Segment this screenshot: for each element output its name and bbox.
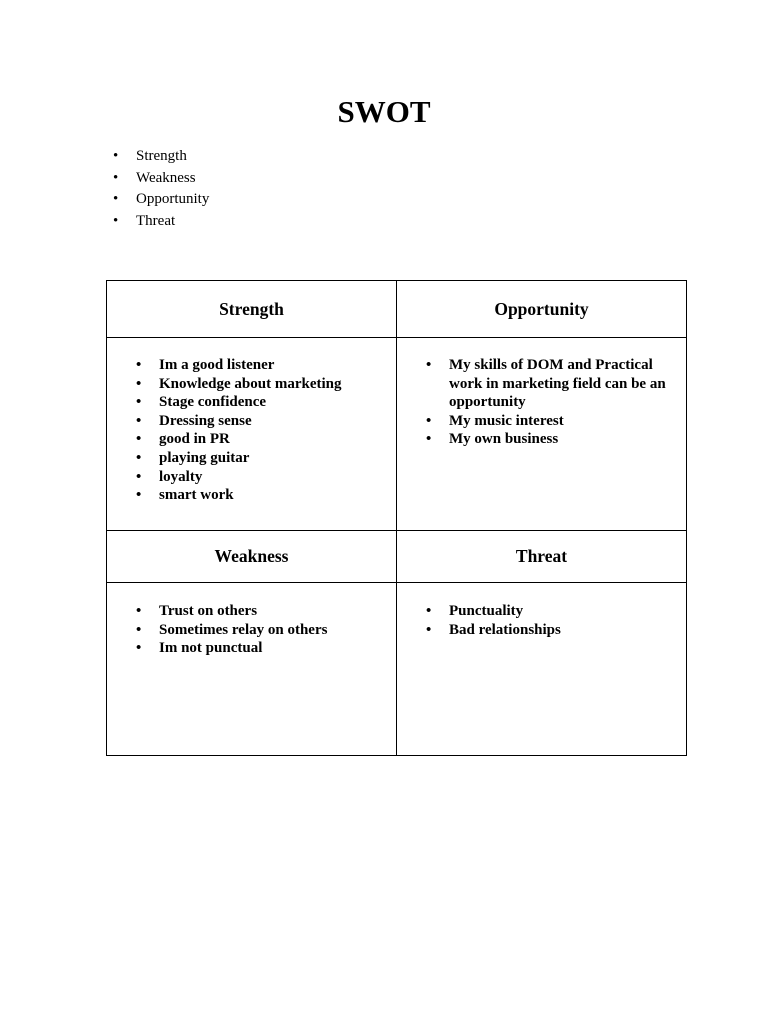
bullet-icon: • <box>136 394 142 411</box>
swot-intro-list <box>113 146 209 233</box>
bullet-icon: • <box>426 431 432 448</box>
list-item <box>136 356 386 375</box>
list-item-label: Sometimes relay on others <box>159 621 328 638</box>
list-item <box>136 621 386 640</box>
bullet-icon: • <box>136 431 142 448</box>
list-item <box>136 412 386 431</box>
page-title: SWOT <box>337 94 431 129</box>
list-item-label: My own business <box>449 431 559 448</box>
opportunity-heading: Opportunity <box>397 281 687 338</box>
list-item-label: Bad relationships <box>449 621 561 638</box>
list-item-label: My music interest <box>449 412 564 429</box>
bullet-icon: • <box>136 640 142 657</box>
list-item <box>426 412 676 431</box>
list-item-label: loyalty <box>159 468 203 485</box>
bullet-icon: • <box>136 449 142 466</box>
bullet-icon: • <box>136 468 142 485</box>
list-item-label: Dressing sense <box>159 412 252 429</box>
list-item-label: playing guitar <box>159 449 250 466</box>
list-item <box>426 356 676 412</box>
threat-list <box>397 583 686 639</box>
bullet-icon: • <box>426 621 432 638</box>
weakness-cell <box>107 583 397 756</box>
list-item <box>113 146 209 168</box>
list-item <box>136 393 386 412</box>
list-item <box>136 486 386 505</box>
list-item-label: Weakness <box>136 169 196 186</box>
strength-list <box>107 338 396 505</box>
opportunity-list <box>397 338 686 449</box>
strength-cell <box>107 338 397 531</box>
swot-table <box>106 280 687 756</box>
threat-heading: Threat <box>397 531 687 583</box>
list-item-label: Punctuality <box>449 603 524 619</box>
list-item-label: Threat <box>136 213 176 230</box>
bullet-icon: • <box>136 603 142 619</box>
list-item <box>136 639 386 658</box>
list-item-label: Stage confidence <box>159 394 267 411</box>
list-item-label: Im a good listener <box>159 357 275 373</box>
list-item <box>136 468 386 487</box>
table-row <box>107 338 687 531</box>
table-row <box>107 281 687 338</box>
list-item <box>426 602 676 621</box>
table-row <box>107 583 687 756</box>
bullet-icon: • <box>113 169 119 186</box>
table-row <box>107 531 687 583</box>
list-item-label: Knowledge about marketing <box>159 375 342 392</box>
bullet-icon: • <box>113 213 119 230</box>
bullet-icon: • <box>136 357 142 373</box>
opportunity-cell <box>397 338 687 531</box>
list-item <box>136 449 386 468</box>
bullet-icon: • <box>136 621 142 638</box>
bullet-icon: • <box>113 191 119 208</box>
bullet-icon: • <box>136 487 142 504</box>
list-item-label: My skills of DOM and Practical work in marketing field can be an opportunity <box>449 357 666 411</box>
list-item-label: smart work <box>159 487 234 504</box>
bullet-icon: • <box>136 412 142 429</box>
list-item <box>426 430 676 449</box>
list-item <box>426 621 676 640</box>
bullet-icon: • <box>426 603 432 619</box>
list-item-label: Opportunity <box>136 191 210 208</box>
list-item <box>113 168 209 190</box>
weakness-list <box>107 583 396 658</box>
list-item-label: Im not punctual <box>159 640 263 657</box>
weakness-heading: Weakness <box>107 531 397 583</box>
bullet-icon: • <box>136 375 142 392</box>
list-item-label: Strength <box>136 148 187 164</box>
list-item <box>113 211 209 233</box>
threat-cell <box>397 583 687 756</box>
list-item <box>113 189 209 211</box>
bullet-icon: • <box>426 412 432 429</box>
bullet-icon: • <box>426 357 432 373</box>
list-item <box>136 430 386 449</box>
list-item-label: Trust on others <box>159 603 258 619</box>
list-item <box>136 375 386 394</box>
bullet-icon: • <box>113 148 119 164</box>
list-item-label: good in PR <box>159 431 230 448</box>
strength-heading: Strength <box>107 281 397 338</box>
list-item <box>136 602 386 621</box>
